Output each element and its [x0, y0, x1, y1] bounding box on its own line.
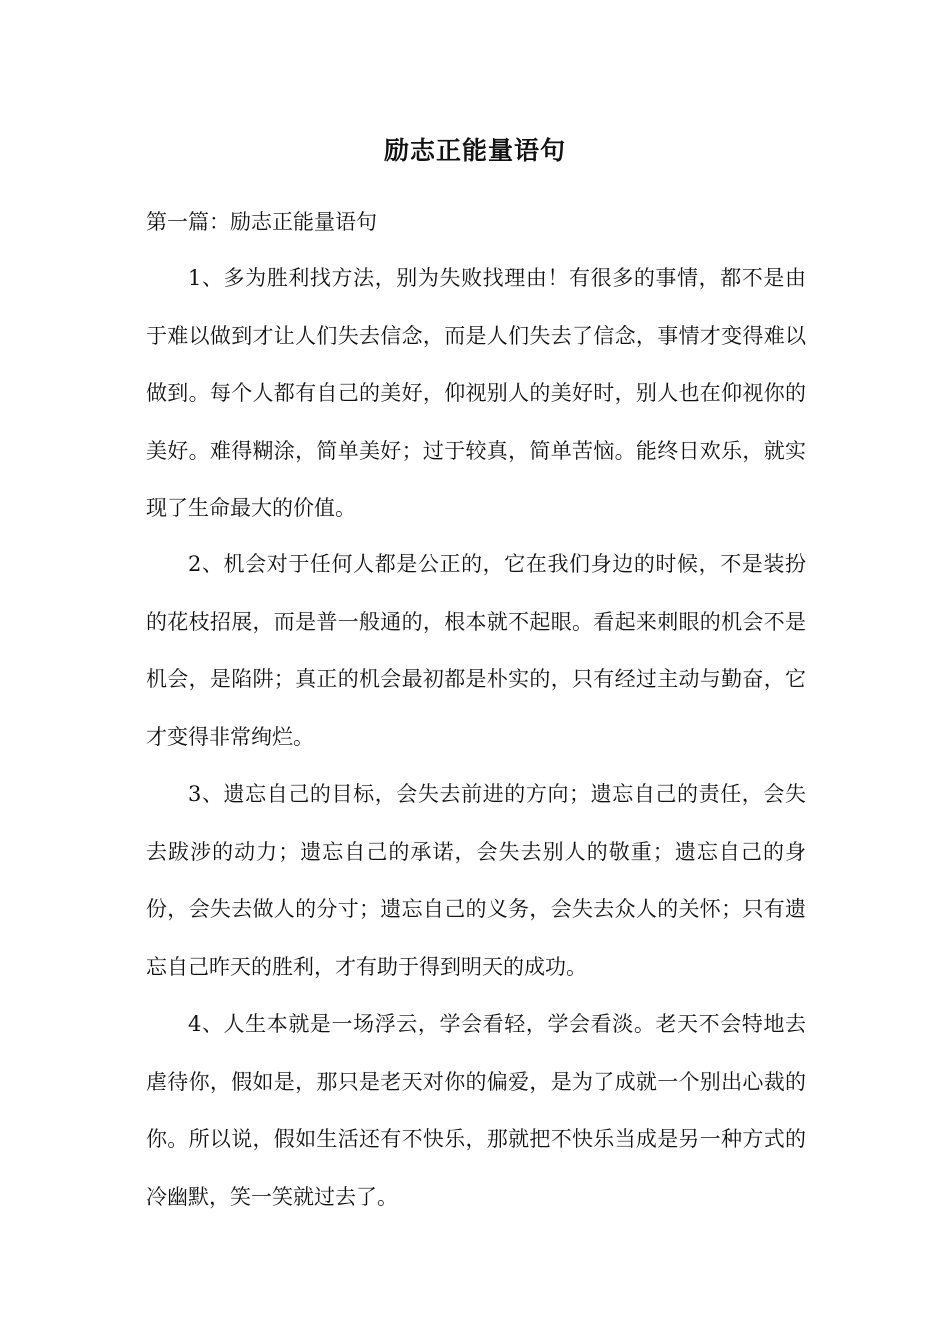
- paragraph-1: 1、多为胜利找方法，别为失败找理由！有很多的事情，都不是由于难以做到才让人们失去信念，而是人们失去了信念，事情才变得难以做到。每个人都有自己的美好，仰视别人的美好时，别人也在仰视你的美好。难得糊涂，简单美好；过于较真，简单苦恼。能终日欢乐，就实现了生命最大的价值。: [146, 266, 806, 520]
- paragraph-3: 3、遗忘自己的目标，会失去前进的方向；遗忘自己的责任，会失去跋涉的动力；遗忘自己的承诺，会失去别人的敬重；遗忘自己的身份，会失去做人的分寸；遗忘自己的义务，会失去众人的关怀；只有遗忘自己昨天的胜利，才有助于得到明天的成功。: [146, 782, 806, 979]
- paragraph-2: 2、机会对于任何人都是公正的，它在我们身边的时候，不是装扮的花枝招展，而是普一般通的，根本就不起眼。看起来刺眼的机会不是机会，是陷阱；真正的机会最初都是朴实的，只有经过主动与勤奋，它才变得非常绚烂。: [146, 552, 806, 749]
- section-heading: 第一篇：励志正能量语句: [146, 210, 377, 234]
- document-title: 励志正能量语句: [383, 136, 566, 165]
- paragraph-4: 4、人生本就是一场浮云，学会看轻，学会看淡。老天不会特地去虐待你，假如是，那只是老天对你的偏爱，是为了成就一个别出心裁的你。所以说，假如生活还有不快乐，那就把不快乐当成是另一种方式的冷幽默，笑一笑就过去了。: [146, 1012, 806, 1209]
